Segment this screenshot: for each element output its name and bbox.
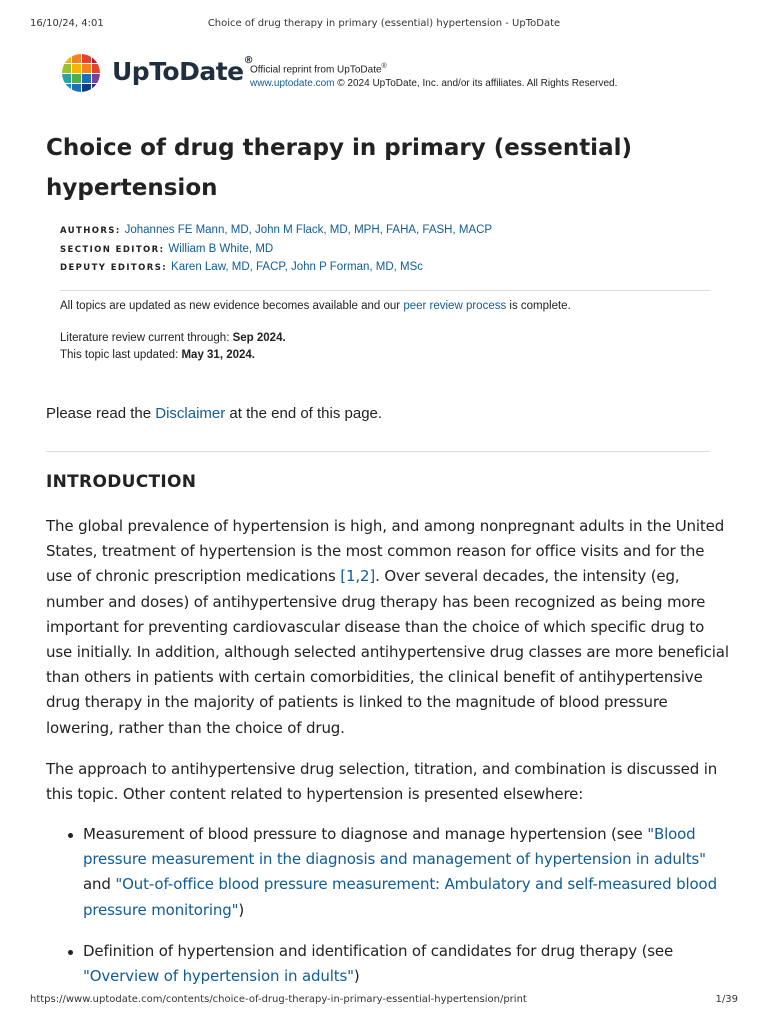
print-date: 16/10/24, 4:01 [30, 18, 104, 29]
section-editor-link[interactable]: William B White, MD [168, 242, 274, 255]
divider [60, 290, 710, 291]
reference-link[interactable]: [1,2] [340, 567, 376, 586]
list-item: Definition of hypertension and identification of candidates for drug therapy (see "Overview of hypertension in adults") [46, 939, 730, 989]
intro-paragraph-1: The global prevalence of hypertension is high, and among nonpregnant adults in the United States, treatment of hypertension is the most common reason for office visits and for the use of chronic prescription medications [1,2]. Over several decades, the intensity (eg, number and doses) of antihypertensive drug therapy has been recognized as being more important for preventing cardiovascular disease than the choice of which specific drug to use initially. In addition, although selected antihypertensive drug classes are more beneficial than others in patients with certain comorbidities, the clinical benefit of antihypertensive drug therapy in the majority of patients is linked to the magnitude of blood pressure lowering, rather than the choice of drug. [46, 517, 729, 737]
intro-paragraph-2: The approach to antihypertensive drug selection, titration, and combination is discussed in this topic. Other content related to hypertension is presented elsewhere: [46, 760, 718, 804]
deputy-editors-label: DEPUTY EDITORS: [60, 263, 168, 273]
review-dates: Literature review current through: Sep 2024. This topic last updated: May 31, 2024. [60, 332, 286, 361]
update-notice: All topics are updated as new evidence becomes available and our peer review process is complete. [60, 300, 571, 312]
brand-name: UpToDate® [112, 54, 254, 86]
peer-review-link[interactable]: peer review process [403, 300, 507, 312]
deputy-editors-link[interactable]: Karen Law, MD, FACP, John P Forman, MD, MSc [171, 261, 424, 273]
section-divider [46, 451, 710, 452]
print-page-title: Choice of drug therapy in primary (essential) hypertension - UpToDate [207, 18, 561, 29]
authors-label: AUTHORS: [60, 226, 121, 236]
print-header [30, 18, 738, 32]
bullet-icon [68, 950, 73, 955]
reprint-notice: Official reprint from UpToDate® www.uptodate.com © 2024 UpToDate, Inc. and/or its affiliates. All Rights Reserved. [250, 63, 618, 90]
topic-link[interactable]: "Overview of hypertension in adults" [83, 967, 354, 986]
brand-header [60, 52, 700, 98]
page-number: 1/39 [715, 994, 738, 1005]
related-topics-list [46, 822, 730, 1005]
section-editor-label: SECTION EDITOR: [60, 244, 165, 255]
list-item: Measurement of blood pressure to diagnose and manage hypertension (see "Blood pressure measurement in the diagnosis and management of hypertension in adults" and "Out-of-office blood pressure measurement: Ambulatory and self-measured blood pressure monitoring") [46, 822, 730, 923]
authors-link[interactable]: Johannes FE Mann, MD, John M Flack, MD, MPH, FAHA, FASH, MACP [124, 224, 493, 236]
uptodate-logo-icon [60, 52, 102, 94]
article-contributors [60, 222, 492, 278]
print-footer [30, 994, 738, 1008]
disclaimer-notice: Please read the Disclaimer at the end of this page. [46, 405, 383, 422]
topic-link[interactable]: "Blood pressure measurement in the diagnosis and management of hypertension in adults" [83, 825, 706, 869]
print-url: https://www.uptodate.com/contents/choice-of-drug-therapy-in-primary-essential-hypertension/print [30, 994, 527, 1005]
disclaimer-link[interactable]: Disclaimer [155, 405, 226, 422]
site-link[interactable]: www.uptodate.com [250, 78, 335, 90]
introduction-heading: INTRODUCTION [46, 472, 197, 492]
bullet-icon [68, 833, 73, 838]
topic-link[interactable]: "Out-of-office blood pressure measurement: Ambulatory and self-measured blood pressure monitoring" [83, 875, 717, 919]
article-title: Choice of drug therapy in primary (essential) hypertension [46, 135, 632, 201]
copyright-text: © 2024 UpToDate, Inc. and/or its affiliates. All Rights Reserved. [334, 78, 618, 90]
